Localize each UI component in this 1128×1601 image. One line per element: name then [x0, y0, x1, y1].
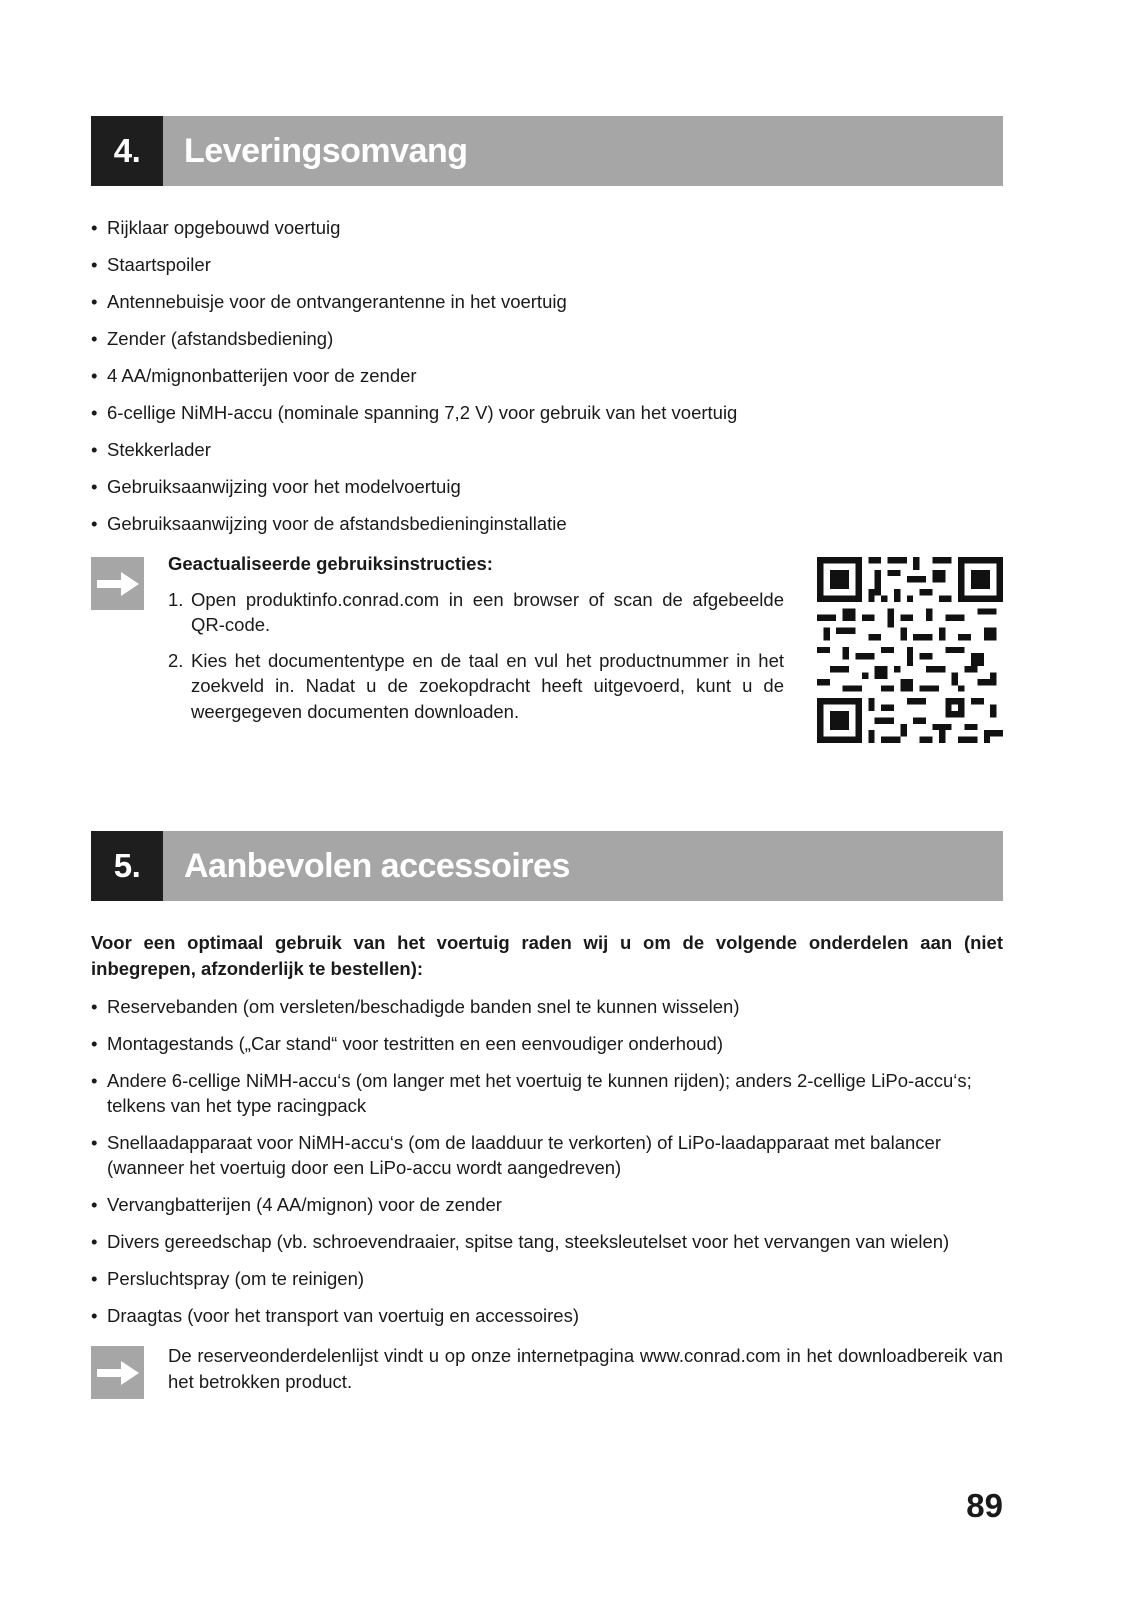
list-item: • Gebruiksaanwijzing voor de afstandsbedieninginstallatie: [91, 513, 567, 534]
list-item: • Stekkerlader: [91, 439, 211, 460]
delivery-list: [91, 215, 1003, 548]
list-item: • Snellaadapparaat voor NiMH-accu‘s (om de laadduur te verkorten) of LiPo-laadapparaat met balancer (wanneer het voertuig door een LiPo-accu wordt aangedreven): [91, 1132, 941, 1178]
list-item: • Gebruiksaanwijzing voor het modelvoertuig: [91, 476, 461, 497]
list-item: • Reservebanden (om versleten/beschadigde banden snel te kunnen wisselen): [91, 996, 740, 1017]
list-item: • Zender (afstandsbediening): [91, 328, 334, 349]
accessories-intro: Voor een optimaal gebruik van het voertuig raden wij u om de volgende onderdelen aan (niet inbegrepen, afzonderlijk te bestellen):: [91, 932, 1003, 979]
arrow-right-icon: [91, 1346, 144, 1399]
list-item: • 6-cellige NiMH-accu (nominale spanning 7,2 V) voor gebruik van het voertuig: [91, 402, 738, 423]
qr-code-icon[interactable]: [817, 557, 1003, 743]
list-item: • Persluchtspray (om te reinigen): [91, 1268, 365, 1289]
step-item: 2. Kies het documententype en de taal en vul het productnummer in het zoekveld in. Nadat u de zoekopdracht heeft uitgevoerd, kunt u de weergegeven documenten downloaden.: [168, 649, 784, 722]
arrow-right-icon: [91, 557, 144, 610]
section-header-4: [91, 116, 1003, 186]
spare-parts-note: De reserveonderdelenlijst vindt u op onze internetpagina www.conrad.com in het downloadbereik van het betrokken product.: [168, 1345, 1003, 1392]
section-title: Leveringsomvang: [184, 131, 468, 170]
page-number: 89: [966, 1487, 1003, 1524]
list-item: • Divers gereedschap (vb. schroevendraaier, spitse tang, steeksleutelset voor het vervangen van wielen): [91, 1231, 950, 1252]
list-item: • Montagestands („Car stand“ voor testritten en een eenvoudiger onderhoud): [91, 1033, 724, 1054]
step-item: 1. Open produktinfo.conrad.com in een browser of scan de afgebeelde QR-code.: [168, 588, 784, 635]
list-item: • Rijklaar opgebouwd voertuig: [91, 217, 341, 238]
section-title: Aanbevolen accessoires: [184, 846, 570, 885]
list-item: • Staartspoiler: [91, 254, 211, 275]
list-item: • 4 AA/mignonbatterijen voor de zender: [91, 365, 417, 386]
note-heading: Geactualiseerde gebruiksinstructies:: [168, 553, 493, 574]
list-item: • Antennebuisje voor de ontvangerantenne in het voertuig: [91, 291, 567, 312]
list-item: • Andere 6-cellige NiMH-accu‘s (om langer met het voertuig te kunnen rijden); anders 2-cellige LiPo-accu‘s; telkens van het type racingpack: [91, 1070, 972, 1116]
section-number: 4.: [91, 116, 163, 186]
section-number: 5.: [91, 831, 163, 901]
list-item: • Vervangbatterijen (4 AA/mignon) voor de zender: [91, 1194, 502, 1215]
section-header-5: [91, 831, 1003, 901]
steps-list: [168, 587, 784, 725]
update-note: [168, 551, 784, 734]
list-item: • Draagtas (voor het transport van voertuig en accessoires): [91, 1305, 579, 1326]
accessories-list: [91, 994, 1003, 1340]
